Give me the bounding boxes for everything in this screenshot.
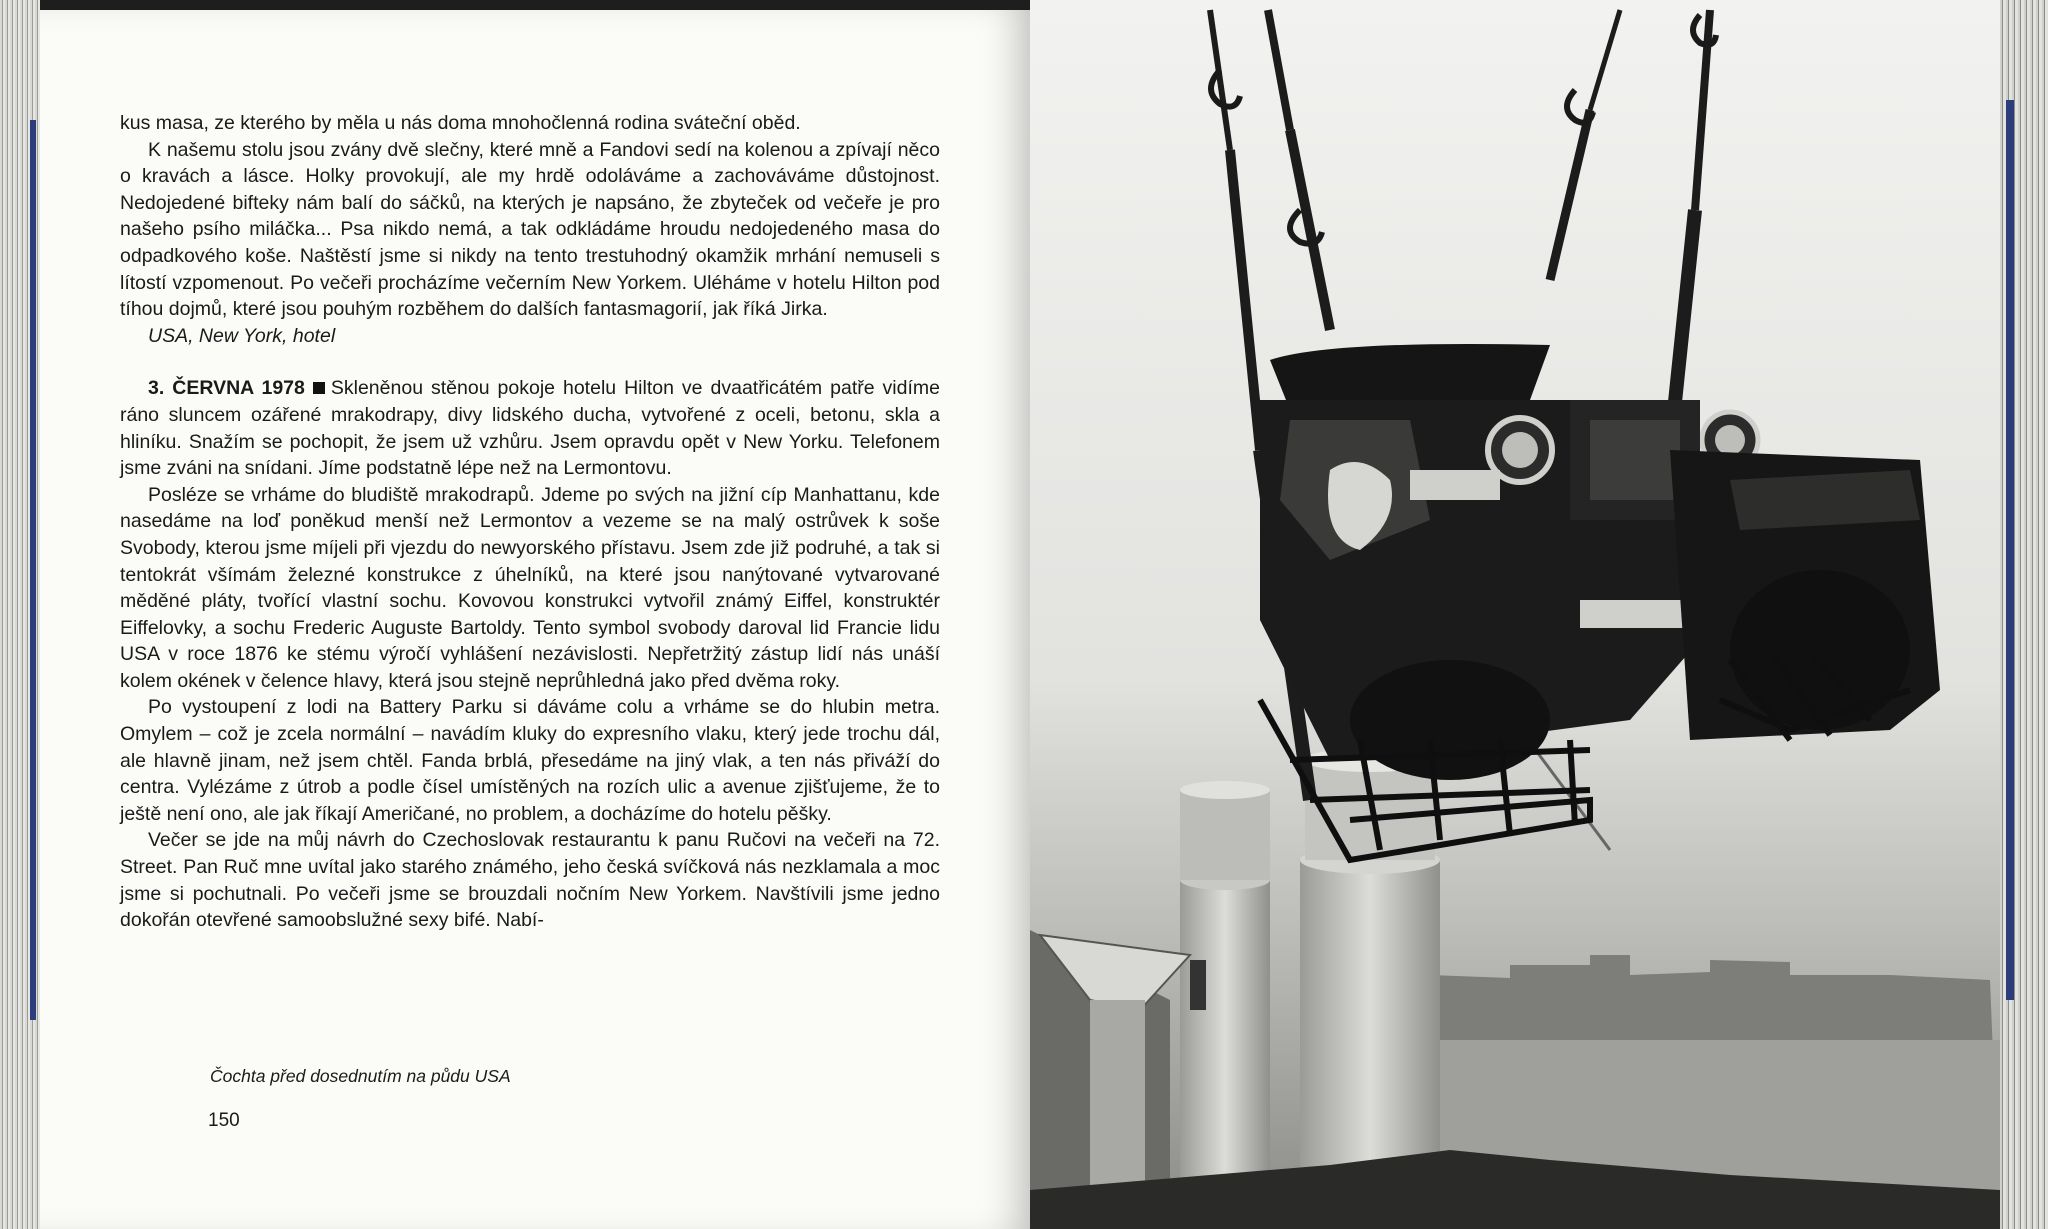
right-binding-strip — [2006, 100, 2014, 1000]
body-text — [120, 110, 940, 934]
paragraph-continued: kus masa, ze kterého by měla u nás doma mnohočlenná rodina sváteční oběd. — [120, 112, 801, 134]
date-entry-paragraph — [120, 375, 940, 481]
paragraph-subway: Po vystoupení z lodi na Battery Parku si dáváme colu a vrháme se do hlubin metra. Omylem – což je zcela normální – navádím kluky do expresního vlaku, který jede trochu dál, ale hlavně jinam, než jsem chtěl. Fanda brblá, přesedáme na jiný vlak, a ten nás přiváží do centra. Vylézáme z útrob a podle čísel umístěných na rozích ulic a avenue zjišťujeme, že to ještě není ono, ale jak říkají Američané, no problem, a docházíme do hotelu pěšky. — [120, 696, 940, 825]
place-line: USA, New York, hotel — [148, 324, 336, 347]
right-page-edges — [2000, 0, 2048, 1229]
right-page-photo — [1030, 0, 2000, 1229]
paragraph-hostesses: K našemu stolu jsou zvány dvě slečny, které mně a Fandovi sedí na kolenou a zpívají něco o kravách a lásce. Holky provokují, ale my hrdě odoláváme a zachováváme důstojnost. Nedojedené bifteky nám balí do sáčků, na kterých je napsáno, že zbyteček od večeře je pro našeho psího miláčka... Psa nikdo nemá, a tak odkládáme hroudu nedojedeného masa do odpadkového koše. Naštěstí jsme si nikdy na tento trestuhodný okamžik mrhání nemuseli s lítostí vzpomenout. Po večeři procházíme večerním New Yorkem. Uléháme v hotelu Hilton pod tíhou dojmů, které jsou pouhým rozběhem do dalších fantasmagorií, jak říká Jirka. — [120, 138, 940, 321]
page-number: 150 — [208, 1110, 240, 1131]
entry-text: Skleněnou stěnou pokoje hotelu Hilton ve dvaatřicátém patře vidíme ráno sluncem ozářené mrakodrapy, divy lidského ducha, vytvořené z oceli, betonu, skla a hliníku. Snažím se pochopit, že jsem už vzhůru. Jsem opravdu opět v New Yorku. Telefonem jsme zváni na snídani. Jíme podstatně lépe než na Lermontovu. — [120, 377, 940, 480]
left-page — [40, 10, 1030, 1229]
left-binding-strip — [30, 120, 36, 1020]
photo-caption: Čochta před dosednutím na půdu USA — [210, 1066, 511, 1086]
paragraph-statue-of-liberty: Posléze se vrháme do bludiště mrakodrapů. Jdeme po svých na jižní cíp Manhattanu, kde nasedáme na loď poněkud menší než Lermontov a vezeme se na malý ostrůvek k soše Svobody, kterou jsme míjeli při vjezdu do newyorského přístavu. Jsem zde již podruhé, a tak si tentokrát všímám železné konstrukce z úhelníků, na které jsou nanýtované vytvarované měděné pláty, tvořící vlastní sochu. Kovovou konstrukci vytvořil známý Eiffel, konstruktér Eiffelovky, a sochu Frederic Auguste Bartoldy. Tento symbol svobody daroval lid Francie lidu USA v roce 1876 ke stému výročí vyhlášení nezávislosti. Nepřetržitý zástup lidí nás unáší kolem okének v čelence hlavy, která jsou stejně neprůhledná jako před dvěma roky. — [120, 483, 940, 692]
square-bullet-icon — [313, 382, 325, 394]
car-sling-photo — [1030, 0, 2000, 1229]
paragraph-evening: Večer se jde na můj návrh do Czechoslovak restaurantu k panu Ručovi na večeři na 72. Street. Pan Ruč mne uvítal jako starého známého, jeho česká svíčková nás nezklamala a moc jsme si pochutnali. Po večeři jsme se brouzdali nočním New Yorkem. Navštívili jsme jedno dokořán otevřené samoobslužné sexy bifé. Nabí- — [120, 829, 940, 932]
entry-date: 3. ČERVNA 1978 — [148, 377, 305, 400]
left-page-edges — [0, 0, 40, 1229]
